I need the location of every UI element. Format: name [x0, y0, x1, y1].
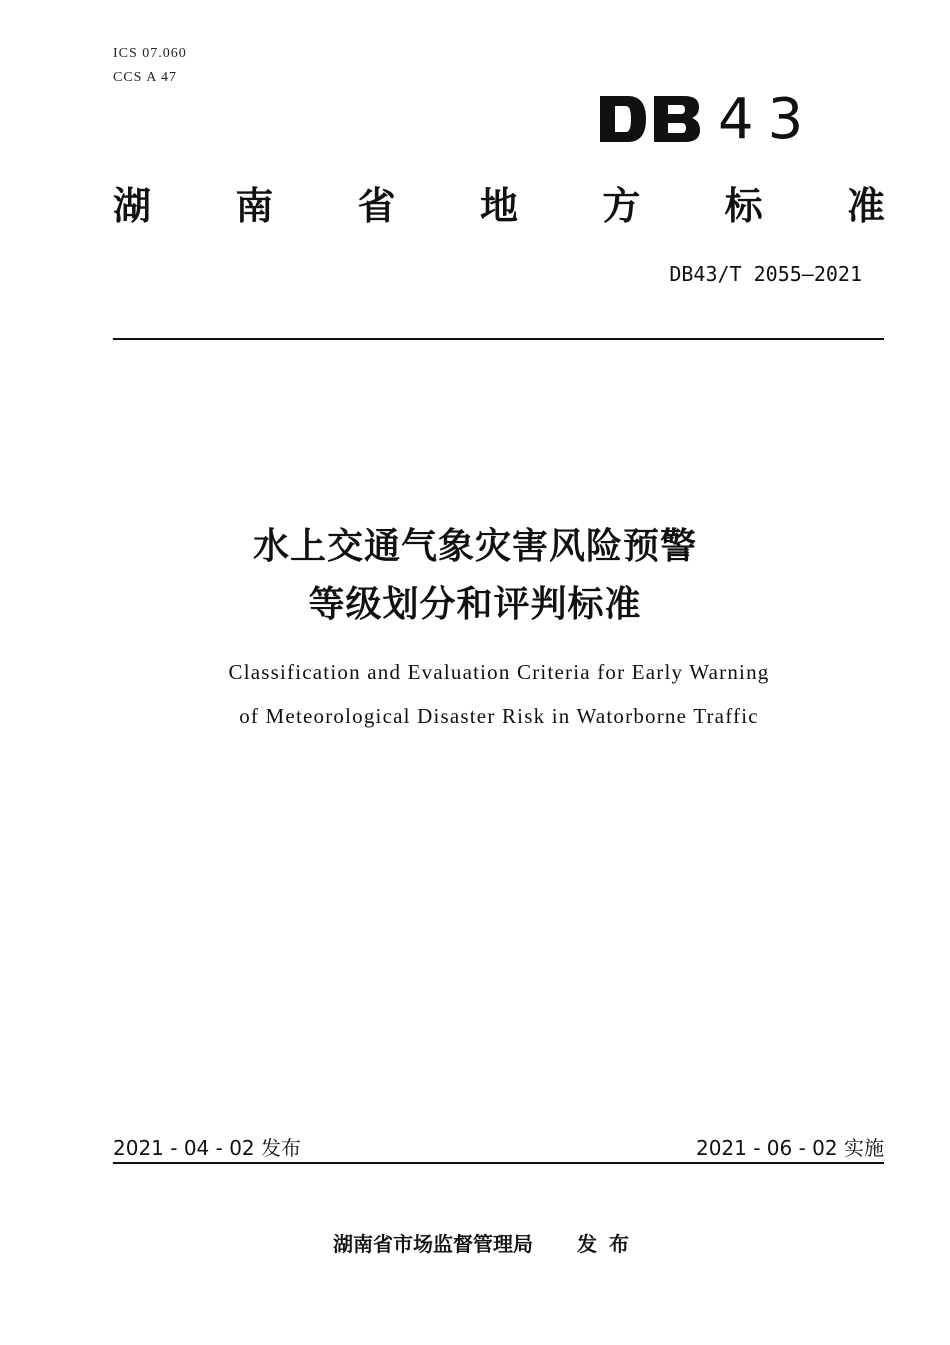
standard-kind-heading [113, 178, 885, 234]
standard-kind-char: 湖 [113, 184, 152, 228]
implementation-date: 2021 - 06 - 02 实施 [695, 1136, 884, 1160]
title-cn-line-2: 等级划分和评判标准 [308, 584, 642, 625]
title-cn-line-1: 水上交通气象灾害风险预警 [252, 526, 697, 567]
standard-kind-char: 地 [479, 184, 518, 228]
standard-kind-char: 方 [602, 184, 641, 228]
header-divider [113, 338, 884, 340]
standard-code: DB43/T 2055—2021 [669, 262, 862, 286]
issuer-action: 发布 [577, 1232, 641, 1256]
standard-kind-char: 省 [357, 184, 396, 228]
title-en-line-1: Classification and Evaluation Criteria for Early Warning [228, 660, 770, 684]
logo-letter-d [600, 96, 646, 142]
ics-code: ICS 07.060 [113, 46, 187, 61]
standard-kind-char: 标 [724, 184, 763, 228]
db-logo-mark [600, 96, 700, 142]
issuing-authority [0, 1228, 950, 1257]
standard-kind-char: 准 [846, 184, 885, 228]
footer-divider [113, 1162, 884, 1164]
ccs-code: CCS A 47 [113, 70, 178, 85]
db-province-number: 43 [718, 87, 818, 152]
issuer-name: 湖南省市场监督管理局 [333, 1232, 533, 1256]
logo-letter-b [654, 96, 700, 142]
title-en-line-2: of Meteorological Disaster Risk in Watorborne Traffic [239, 704, 759, 728]
issue-date: 2021 - 04 - 02 发布 [113, 1136, 302, 1160]
standard-kind-char: 南 [235, 184, 274, 228]
